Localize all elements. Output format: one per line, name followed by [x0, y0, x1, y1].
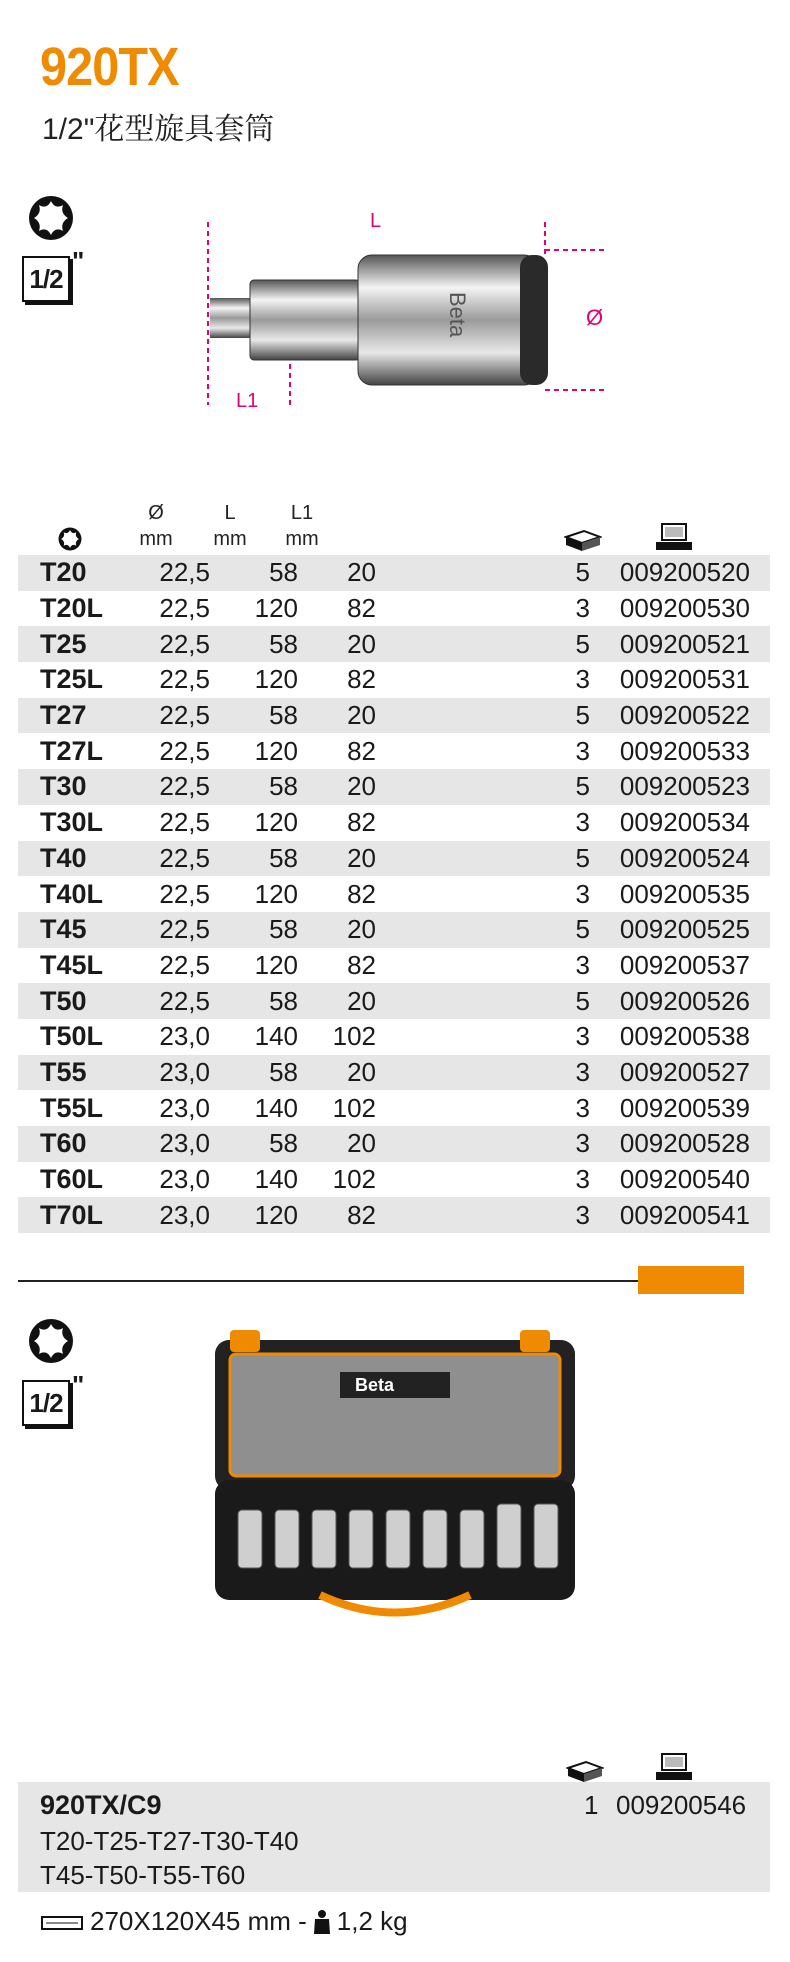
cell-spacer — [376, 1055, 550, 1091]
cell-l1: 102 — [332, 1021, 376, 1052]
cell-diameter: 23,0 — [120, 1197, 210, 1233]
cell-length: 58 — [210, 983, 298, 1019]
cell-l1: 20 — [298, 555, 376, 591]
case-socket — [497, 1504, 521, 1568]
cell-size: T20L — [40, 593, 104, 624]
cell-pack-qty: 5 — [550, 769, 590, 805]
case-info — [40, 1906, 408, 1937]
cell-size: T27 — [18, 698, 120, 734]
table-row — [18, 948, 770, 984]
cell-length: 58 — [210, 1126, 298, 1162]
cell-spacer — [376, 876, 550, 912]
case-socket — [275, 1510, 299, 1568]
table-row — [18, 1126, 770, 1162]
package-icon — [564, 527, 602, 558]
table-row — [18, 876, 770, 912]
cell-diameter: 22,5 — [159, 735, 210, 766]
table-row — [18, 698, 770, 734]
cell-spacer — [376, 591, 550, 627]
drive-mark: " — [72, 1370, 85, 1400]
product-title: 1/2"花型旋具套筒 — [42, 113, 275, 146]
table-row — [18, 626, 770, 662]
case-socket — [386, 1510, 410, 1568]
cell-length: 120 — [254, 593, 298, 624]
cell-size: T27L — [40, 735, 104, 766]
cell-spacer — [376, 805, 550, 841]
cell-length: 140 — [254, 1164, 298, 1195]
case-socket — [349, 1510, 373, 1568]
cell-reference: 009200526 — [590, 983, 770, 1019]
cell-pack-qty: 5 — [550, 983, 590, 1019]
cell-diameter: 22,5 — [159, 593, 210, 624]
cell-diameter: 22,5 — [120, 983, 210, 1019]
cell-length: 140 — [254, 1021, 298, 1052]
dimension-label-diameter: Ø — [586, 305, 604, 330]
cell-pack-qty: 3 — [575, 807, 590, 838]
cell-diameter: 22,5 — [120, 626, 210, 662]
cell-size: T70L — [18, 1197, 120, 1233]
cell-length: 58 — [210, 698, 298, 734]
cell-length: 120 — [210, 1197, 298, 1233]
cell-l1: 82 — [347, 664, 376, 695]
cell-size: T60 — [18, 1126, 120, 1162]
cell-pack-qty: 3 — [575, 878, 590, 909]
cell-reference: 009200525 — [590, 912, 770, 948]
cell-reference: 009200534 — [619, 807, 750, 838]
cell-spacer — [376, 1197, 550, 1233]
case-brand: Beta — [355, 1375, 395, 1395]
cell-diameter: 22,5 — [120, 841, 210, 877]
table-row — [18, 662, 770, 698]
cell-diameter: 22,5 — [120, 912, 210, 948]
cell-l1: 82 — [298, 1197, 376, 1233]
table-row — [18, 1197, 770, 1233]
cell-reference: 009200522 — [590, 698, 770, 734]
cell-spacer — [376, 1090, 550, 1126]
cell-spacer — [376, 1019, 550, 1055]
cell-spacer — [376, 1126, 550, 1162]
cell-length: 120 — [254, 664, 298, 695]
cell-pack-qty: 3 — [575, 593, 590, 624]
cell-pack-qty: 3 — [575, 949, 590, 980]
cell-pack-qty: 3 — [575, 1164, 590, 1195]
cell-spacer — [376, 555, 550, 591]
cell-reference: 009200541 — [590, 1197, 770, 1233]
header-diameter: Ø mm — [139, 502, 173, 550]
brand-engraving: Beta — [445, 292, 470, 338]
cell-size: T55L — [40, 1092, 104, 1123]
table-row — [18, 1019, 770, 1055]
table-row — [18, 1055, 770, 1091]
cell-l1: 82 — [347, 949, 376, 980]
cell-spacer — [376, 983, 550, 1019]
product-code: 920TX — [40, 37, 179, 97]
cell-reference: 009200531 — [619, 664, 750, 695]
cell-l1: 20 — [298, 698, 376, 734]
drive-label: 1/2 — [29, 1387, 63, 1418]
cell-l1: 102 — [332, 1164, 376, 1195]
cell-pack-qty: 5 — [550, 555, 590, 591]
torx-icon — [58, 527, 82, 556]
cell-size: T50 — [18, 983, 120, 1019]
cell-pack-qty: 3 — [575, 735, 590, 766]
set-contents-line-2: T45-T50-T55-T60 — [40, 1860, 246, 1890]
cell-l1: 82 — [347, 735, 376, 766]
cell-pack-qty: 3 — [550, 1126, 590, 1162]
section-divider-accent — [638, 1266, 744, 1294]
cell-length: 120 — [254, 949, 298, 980]
case-socket — [534, 1504, 558, 1568]
cell-size: T30L — [40, 807, 104, 838]
set-code: 920TX/C9 — [40, 1790, 162, 1820]
cell-diameter: 22,5 — [120, 698, 210, 734]
cell-pack-qty: 5 — [550, 626, 590, 662]
case-socket — [312, 1510, 336, 1568]
cell-reference: 009200530 — [619, 593, 750, 624]
cell-diameter: 22,5 — [120, 555, 210, 591]
case-socket — [460, 1510, 484, 1568]
cell-reference: 009200535 — [619, 878, 750, 909]
cell-length: 120 — [254, 878, 298, 909]
cell-spacer — [376, 662, 550, 698]
cell-length: 120 — [254, 735, 298, 766]
cell-pack-qty: 3 — [550, 1197, 590, 1233]
case-weight: 1,2 kg — [336, 1906, 408, 1936]
cell-size: T40L — [40, 878, 104, 909]
torx-icon — [28, 1318, 74, 1369]
cell-pack-qty: 3 — [550, 1055, 590, 1091]
table-row — [18, 733, 770, 769]
cell-size: T45 — [18, 912, 120, 948]
cell-diameter: 23,0 — [159, 1092, 210, 1123]
cell-size: T25L — [40, 664, 104, 695]
weight-icon — [313, 1909, 331, 1935]
cell-reference: 009200523 — [590, 769, 770, 805]
drive-square-icon — [22, 246, 85, 302]
cell-reference: 009200540 — [619, 1164, 750, 1195]
section-divider — [18, 1280, 638, 1282]
dimension-label-L: L — [370, 210, 382, 232]
table-row — [18, 805, 770, 841]
cell-reference: 009200537 — [619, 949, 750, 980]
drive-label: 1/2 — [29, 263, 63, 294]
cell-length: 58 — [210, 912, 298, 948]
cell-diameter: 23,0 — [120, 1055, 210, 1091]
torx-icon — [28, 195, 74, 246]
tool-case-image — [210, 1330, 590, 1630]
socket-diagram — [200, 210, 620, 420]
table-row — [18, 591, 770, 627]
table-row — [18, 1090, 770, 1126]
cell-l1: 20 — [298, 626, 376, 662]
table-row — [18, 1162, 770, 1198]
cell-diameter: 22,5 — [159, 807, 210, 838]
cell-l1: 102 — [332, 1092, 376, 1123]
cell-pack-qty: 5 — [550, 912, 590, 948]
case-dimensions: 270X120X45 mm - — [90, 1906, 307, 1936]
cell-size: T40 — [18, 841, 120, 877]
cell-spacer — [376, 733, 550, 769]
cell-length: 58 — [210, 841, 298, 877]
cell-pack-qty: 5 — [550, 698, 590, 734]
cell-reference: 009200520 — [590, 555, 770, 591]
cell-length: 120 — [254, 807, 298, 838]
cell-length: 58 — [210, 555, 298, 591]
cell-l1: 20 — [298, 1055, 376, 1091]
cell-reference: 009200524 — [590, 841, 770, 877]
cell-pack-qty: 3 — [575, 1021, 590, 1052]
drive-mark: " — [72, 246, 85, 276]
cell-length: 140 — [254, 1092, 298, 1123]
set-quantity: 1 — [584, 1790, 599, 1820]
cell-l1: 82 — [347, 593, 376, 624]
table-row — [18, 555, 770, 591]
table-row — [18, 983, 770, 1019]
cell-reference: 009200539 — [619, 1092, 750, 1123]
case-dimension-icon — [40, 1911, 84, 1933]
cell-size: T45L — [40, 949, 104, 980]
cell-diameter: 23,0 — [159, 1021, 210, 1052]
case-socket — [238, 1510, 262, 1568]
cell-size: T60L — [40, 1164, 104, 1195]
cell-pack-qty: 3 — [575, 664, 590, 695]
cell-spacer — [376, 912, 550, 948]
cell-spacer — [376, 948, 550, 984]
cell-l1: 82 — [347, 878, 376, 909]
table-row — [18, 769, 770, 805]
cell-length: 58 — [210, 626, 298, 662]
computer-icon — [654, 522, 694, 557]
cell-l1: 20 — [298, 1126, 376, 1162]
cell-length: 58 — [210, 769, 298, 805]
cell-size: T55 — [18, 1055, 120, 1091]
cell-spacer — [376, 769, 550, 805]
cell-diameter: 22,5 — [120, 769, 210, 805]
cell-l1: 20 — [298, 769, 376, 805]
header-length: L mm — [213, 502, 247, 550]
cell-spacer — [376, 698, 550, 734]
set-reference: 009200546 — [616, 1790, 747, 1820]
cell-reference: 009200527 — [590, 1055, 770, 1091]
cell-l1: 20 — [298, 912, 376, 948]
cell-size: T50L — [40, 1021, 104, 1052]
cell-diameter: 22,5 — [159, 949, 210, 980]
cell-pack-qty: 3 — [575, 1092, 590, 1123]
cell-size: T25 — [18, 626, 120, 662]
cell-diameter: 23,0 — [120, 1126, 210, 1162]
case-socket — [423, 1510, 447, 1568]
cell-reference: 009200533 — [619, 735, 750, 766]
cell-pack-qty: 5 — [550, 841, 590, 877]
cell-size: T20 — [18, 555, 120, 591]
table-row — [18, 841, 770, 877]
set-contents-line-1: T20-T25-T27-T30-T40 — [40, 1826, 299, 1856]
cell-reference: 009200528 — [590, 1126, 770, 1162]
table-row — [18, 912, 770, 948]
cell-length: 58 — [210, 1055, 298, 1091]
spec-table — [18, 555, 770, 1233]
header-l1: L1 mm — [285, 502, 319, 550]
cell-diameter: 23,0 — [159, 1164, 210, 1195]
cell-diameter: 22,5 — [159, 878, 210, 909]
cell-size: T30 — [18, 769, 120, 805]
cell-l1: 20 — [298, 841, 376, 877]
cell-l1: 82 — [347, 807, 376, 838]
dimension-label-L1: L1 — [236, 390, 259, 412]
cell-reference: 009200538 — [619, 1021, 750, 1052]
cell-l1: 20 — [298, 983, 376, 1019]
cell-spacer — [376, 841, 550, 877]
cell-reference: 009200521 — [590, 626, 770, 662]
cell-spacer — [376, 626, 550, 662]
cell-spacer — [376, 1162, 550, 1198]
cell-diameter: 22,5 — [159, 664, 210, 695]
drive-square-icon — [22, 1370, 85, 1426]
